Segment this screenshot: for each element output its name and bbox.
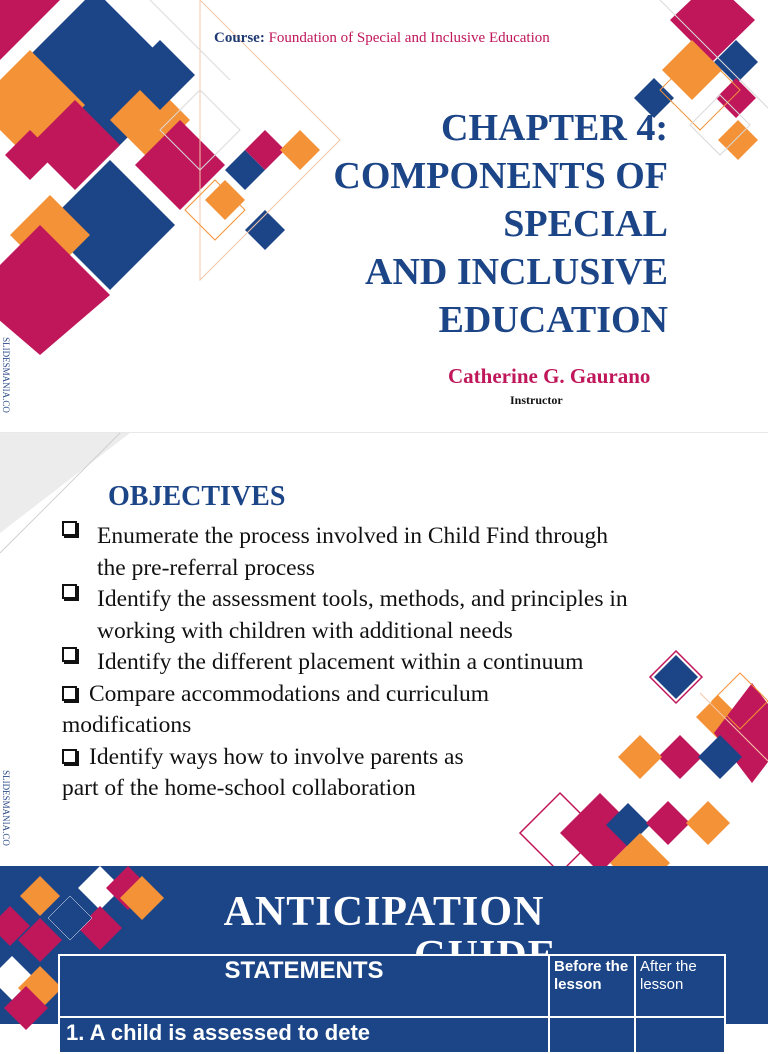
course-label: Course: [214,30,265,46]
author-name: Catherine G. Gaurano [448,364,651,388]
chapter-title [268,104,668,344]
objectives-heading: OBJECTIVES [108,481,286,512]
objective-line: Identify the different placement within a continuum [97,649,584,675]
objective-line: modifications [62,712,192,738]
objective-line: working with children with additional needs [97,617,513,644]
checkbox-bullet-icon [62,521,77,536]
watermark: SLIDESMANIA.CO [1,337,11,413]
objective-item [62,521,722,584]
checkbox-bullet-icon [62,584,77,599]
title-line: SPECIAL [503,203,668,245]
course-name: Foundation of Special and Inclusive Education [268,30,550,46]
anticipation-table [58,954,726,1054]
objective-line: part of the home-school collaboration [62,775,416,801]
anticipation-guide-slide [0,866,768,1045]
objective-line: the pre-referral process [97,554,315,581]
checkbox-bullet-icon [62,749,77,764]
objective-item [62,679,722,742]
title-line: EDUCATION [438,299,668,341]
watermark: SLIDESMANIA.CO [1,770,11,846]
after-cell[interactable] [635,1017,725,1053]
checkbox-bullet-icon [62,647,77,662]
title-line: CHAPTER 4: [441,107,668,149]
checkbox-bullet-icon [62,686,77,701]
table-header-row [59,955,725,1017]
objective-item [62,584,722,647]
author-role: Instructor [510,393,563,407]
objective-item [62,742,722,805]
course-line [214,30,550,47]
header-statements: STATEMENTS [59,955,549,1017]
objective-item [62,647,722,679]
anticipation-heading: ANTICIPATION [223,889,545,935]
title-slide [0,0,768,432]
objectives-list [62,521,722,805]
table-row [59,1017,725,1053]
title-line: COMPONENTS OF [333,155,668,197]
objective-line: Identify the assessment tools, methods, and principles in [97,586,628,612]
header-after: After the lesson [635,955,725,1017]
title-line: AND INCLUSIVE [365,251,668,293]
objective-line: Identify ways how to involve parents as [89,743,464,770]
header-before: Before the lesson [549,955,635,1017]
objectives-slide [0,432,768,865]
objective-line: Compare accommodations and curriculum [89,680,490,707]
objective-line: Enumerate the process involved in Child Find through [97,523,609,549]
before-cell[interactable] [549,1017,635,1053]
statement-cell: 1. A child is assessed to dete [59,1017,549,1053]
